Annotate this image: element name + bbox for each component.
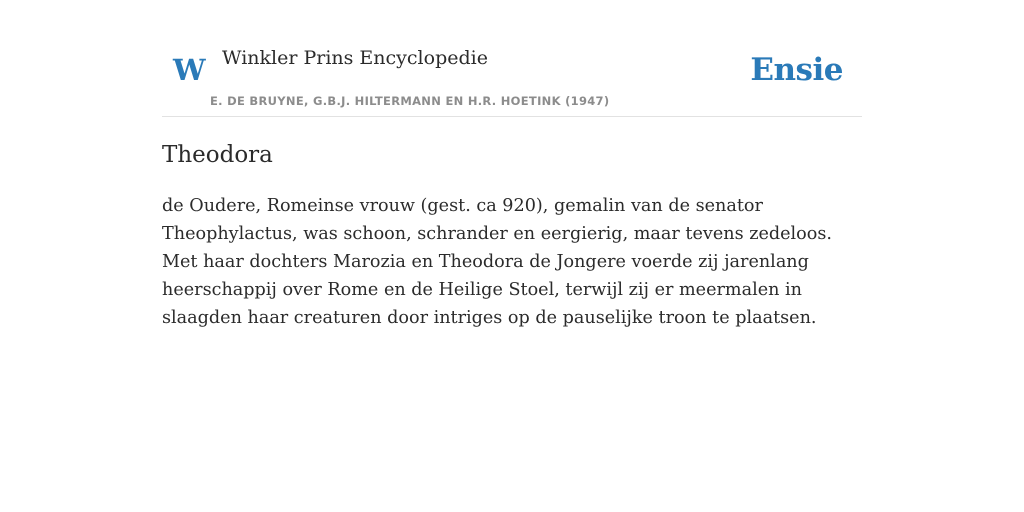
encyclopedia-logo[interactable]: W [173,53,206,87]
entry-body: de Oudere, Romeinse vrouw (gest. ca 920), gemalin van de senator Theophylactus, was schoon, schrander en eergierig, maar tevens zedeloos. Met haar dochters Marozia en Theodora de Jongere voerde zij jarenlang heerschappij over Rome en de Heilige Stoel, terwijl zij er meermalen in slaagden haar creaturen door intriges op de pauselijke troon te plaatsen. [162,196,832,328]
entry-title: Theodora [162,142,273,168]
ensie-logo-link[interactable]: Ensie [750,52,843,88]
encyclopedia-authors: E. DE BRUYNE, G.B.J. HILTERMANN EN H.R. HOETINK (1947) [210,94,610,108]
encyclopedia-title[interactable]: Winkler Prins Encyclopedie [222,47,488,69]
encyclopedia-header [162,0,862,117]
